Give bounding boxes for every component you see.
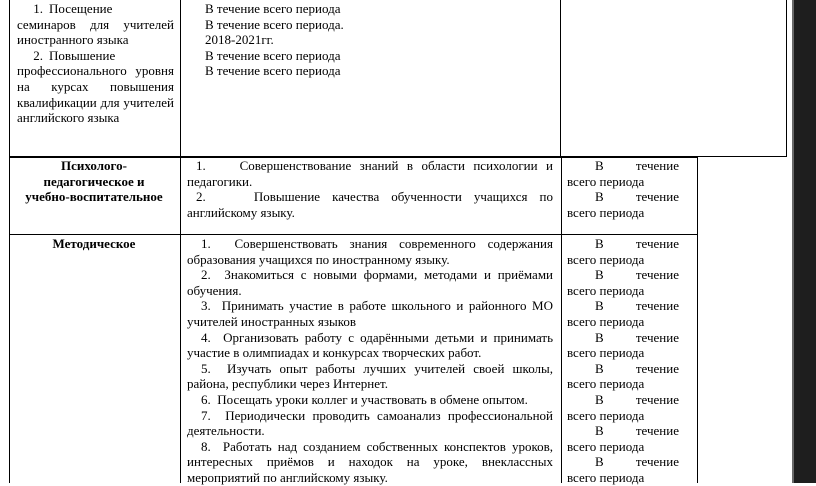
list-text: Знакомиться с новыми формами, методами и приёмами обучения. <box>187 267 554 298</box>
list-number: 7. <box>201 407 211 423</box>
list-item <box>187 408 553 439</box>
period-line: В течение всего периода <box>205 47 341 63</box>
period-line: В течение всего периода <box>567 329 679 361</box>
list-text: Изучать опыт работы лучших учителей своей школы, района, республики через Интернет. <box>187 360 553 392</box>
list-item <box>17 1 174 48</box>
list-item <box>187 361 553 392</box>
list-number: 5. <box>201 360 211 376</box>
list-number: 8. <box>201 438 211 454</box>
period-line: В течение всего периода <box>567 267 679 298</box>
period-line: 2018-2021гг. <box>205 32 274 48</box>
list-text: Совершенствование знаний в области психологии и педагогики. <box>187 158 554 189</box>
table-border-right-top <box>786 0 787 157</box>
row2-periods <box>567 158 679 220</box>
table-border-col3 <box>697 157 698 483</box>
list-number: 6. <box>201 391 211 407</box>
table-border-col2 <box>561 157 562 483</box>
period-line: В течение всего периода <box>205 1 341 16</box>
list-text: Посещение семинаров для учителей иностранного языка <box>17 1 174 48</box>
period-line: В течение всего периода <box>205 63 341 79</box>
period-line: В течение всего периода <box>567 236 679 267</box>
list-text: Посещать уроки коллег и участвовать в обмене опытом. <box>217 391 528 407</box>
row3-periods <box>567 236 679 486</box>
table-border-col2-top <box>560 0 561 157</box>
list-item <box>187 330 553 361</box>
list-item <box>17 48 174 126</box>
list-number: 2. <box>196 189 206 205</box>
list-item <box>187 189 553 220</box>
list-text: Повышение профессионального уровня на курсах повышения квалификации для учителей английского языка <box>17 47 174 126</box>
list-text: Периодически проводить самоанализ профессиональной деятельности. <box>187 407 554 439</box>
table-border-col1 <box>180 0 181 483</box>
list-item <box>187 236 553 267</box>
row1-activities <box>17 1 174 126</box>
list-text: Повышение качества обученности учащихся по английскому языку. <box>187 189 553 220</box>
list-number: 2. <box>201 267 211 283</box>
period-line: В течение всего периода <box>567 189 679 220</box>
table-row-divider-2 <box>9 234 697 235</box>
list-text: Совершенствовать знания современного содержания образования учащихся по иностранному языку. <box>187 236 553 267</box>
list-number: 2. <box>33 47 43 63</box>
row2-items <box>187 158 553 220</box>
row1-periods <box>205 1 535 79</box>
table-border-left <box>9 0 10 483</box>
list-item <box>187 439 553 486</box>
row2-heading: Психолого-педагогическое и учебно-воспитательное <box>25 158 163 205</box>
list-item <box>187 298 553 329</box>
period-line: В течение всего периода <box>567 454 679 485</box>
list-item <box>187 158 553 189</box>
period-line: В течение всего периода <box>567 158 679 189</box>
row3-items <box>187 236 553 486</box>
list-text: Принимать участие в работе школьного и районного МО учителей иностранных языков <box>187 298 554 329</box>
period-line: В течение всего периода <box>567 423 679 454</box>
list-number: 1. <box>196 158 206 173</box>
list-item <box>187 392 553 408</box>
period-line: В течение всего периода. <box>205 16 344 32</box>
row3-heading: Методическое <box>52 236 136 251</box>
list-number: 3. <box>201 298 211 314</box>
period-line: В течение всего периода <box>567 360 679 392</box>
window-edge <box>794 0 816 483</box>
list-number: 4. <box>201 329 211 345</box>
period-line: В течение всего периода <box>567 298 679 329</box>
period-line: В течение всего периода <box>567 391 679 423</box>
list-text: Работать над созданием собственных конспектов уроков, интересных приёмов и находок на уроке, внеклассных мероприятий по английскому языку. <box>187 438 553 485</box>
list-number: 1. <box>33 1 43 16</box>
list-number: 1. <box>201 236 211 251</box>
list-item <box>187 267 553 298</box>
list-text: Организовать работу с одарёнными детьми и принимать участие в олимпиадах и конкурсах творческих работ. <box>187 329 553 361</box>
